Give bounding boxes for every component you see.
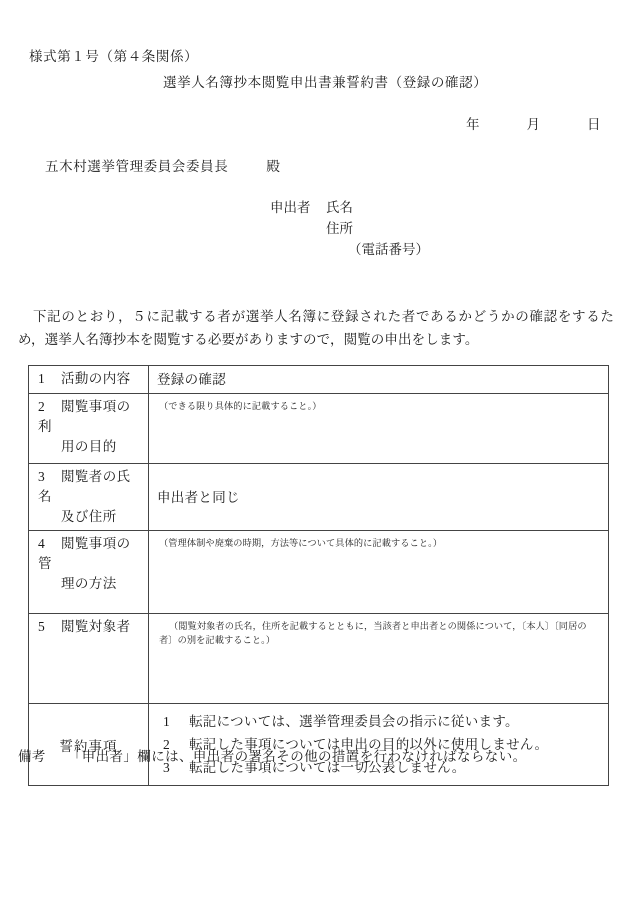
- row-label-text: 閲覧対象者: [61, 619, 131, 634]
- pledge-item: [163, 710, 600, 733]
- applicant-block: [270, 197, 429, 260]
- remarks: [18, 745, 527, 765]
- pledge-item-number: 3: [163, 760, 171, 775]
- row-label: [29, 614, 148, 640]
- row-label: [29, 464, 148, 530]
- row-label-text: 活動の内容: [61, 371, 131, 386]
- row-note: [149, 531, 608, 553]
- form-number: 様式第１号（第４条関係）: [29, 49, 199, 64]
- row-note-text: （管理体制や廃棄の時期，方法等について具体的に記載すること。）: [159, 538, 443, 548]
- row-label: [29, 366, 148, 392]
- row-label-text: 閲覧者の氏名: [38, 469, 131, 504]
- table-row: [29, 394, 609, 464]
- row-label-cell: [29, 464, 149, 531]
- row-label-text-line2: 理の方法: [61, 576, 117, 591]
- applicant-label: 申出者: [270, 200, 311, 215]
- row-label: [29, 394, 148, 460]
- row-label-text-line2: 及び住所: [61, 509, 117, 524]
- table-row: [29, 464, 609, 531]
- row-label-text: 閲覧事項の管: [38, 536, 131, 571]
- date-year-label: 年: [466, 117, 480, 132]
- row-label: [29, 531, 148, 597]
- row-label-text: 閲覧事項の利: [38, 399, 131, 434]
- date-day-label: 日: [587, 117, 601, 132]
- row-note: [149, 394, 608, 416]
- pledge-label: 誓約事項: [59, 738, 118, 754]
- table-row: [29, 366, 609, 394]
- row-label-cell: [29, 394, 149, 464]
- applicant-name-row: [270, 197, 429, 218]
- row-value-cell[interactable]: [149, 394, 609, 464]
- row-number: 4: [38, 536, 46, 551]
- row-number: 1: [38, 371, 46, 386]
- row-label-cell: [29, 614, 149, 704]
- application-table: [28, 365, 609, 786]
- row-number: 5: [38, 619, 46, 634]
- row-label-text-line2: 用の目的: [61, 439, 117, 454]
- pledge-item-text: 転記については、選挙管理委員会の指示に従います。: [189, 714, 519, 729]
- row-number: 3: [38, 469, 46, 484]
- table-row: [29, 531, 609, 614]
- row-label-cell: [29, 366, 149, 394]
- addressee-name: 五木村選挙管理委員会委員長: [45, 159, 229, 174]
- pledge-item-number: 2: [163, 737, 171, 752]
- pledge-item-text: 転記した事項については申出の目的以外に使用しません。: [189, 737, 549, 752]
- row-value-cell[interactable]: [149, 366, 609, 394]
- row-value-cell[interactable]: [149, 531, 609, 614]
- applicant-address-row: [270, 218, 429, 239]
- applicant-phone-row: [270, 239, 429, 260]
- pledge-list: [149, 704, 608, 783]
- applicant-phone-label: （電話番号）: [348, 242, 429, 257]
- row-value: 申出者と同じ: [157, 489, 240, 505]
- row-value-cell[interactable]: [149, 464, 609, 531]
- pledge-item-text: 転記した事項については一切公表しません。: [189, 760, 466, 775]
- row-note: [149, 614, 608, 650]
- row-note-text: （できる限り具体的に記載すること。）: [159, 401, 322, 411]
- addressee: [45, 155, 280, 175]
- body-paragraph: 下記のとおり，５に記載する者が選挙人名簿に登録された者であるかどうかの確認をするため，選挙人名簿抄本を閲覧する必要がありますので，閲覧の申出をします。: [18, 309, 614, 347]
- applicant-address-label: 住所: [326, 221, 353, 236]
- applicant-name-label: 氏名: [326, 200, 353, 215]
- remarks-text: 「申出者」欄には、申出者の署名その他の措置を行わなければならない。: [67, 749, 527, 764]
- row-note-text: （閲覧対象者の氏名，住所を記載するとともに，当該者と申出者との関係について，〔本人〕〔同居の者〕の別を記載すること。）: [159, 621, 587, 645]
- row-value: 登録の確認: [157, 372, 226, 387]
- row-value-cell[interactable]: [149, 614, 609, 704]
- addressee-honorific: 殿: [266, 159, 281, 174]
- date-month-label: 月: [526, 117, 540, 132]
- remarks-label: 備考: [18, 749, 46, 764]
- pledge-item-number: 1: [163, 714, 171, 729]
- date-line: [466, 113, 601, 133]
- row-label-cell: [29, 531, 149, 614]
- table-row: [29, 614, 609, 704]
- document-title: 選挙人名簿抄本閲覧申出書兼誓約書（登録の確認）: [163, 75, 488, 90]
- row-number: 2: [38, 399, 46, 414]
